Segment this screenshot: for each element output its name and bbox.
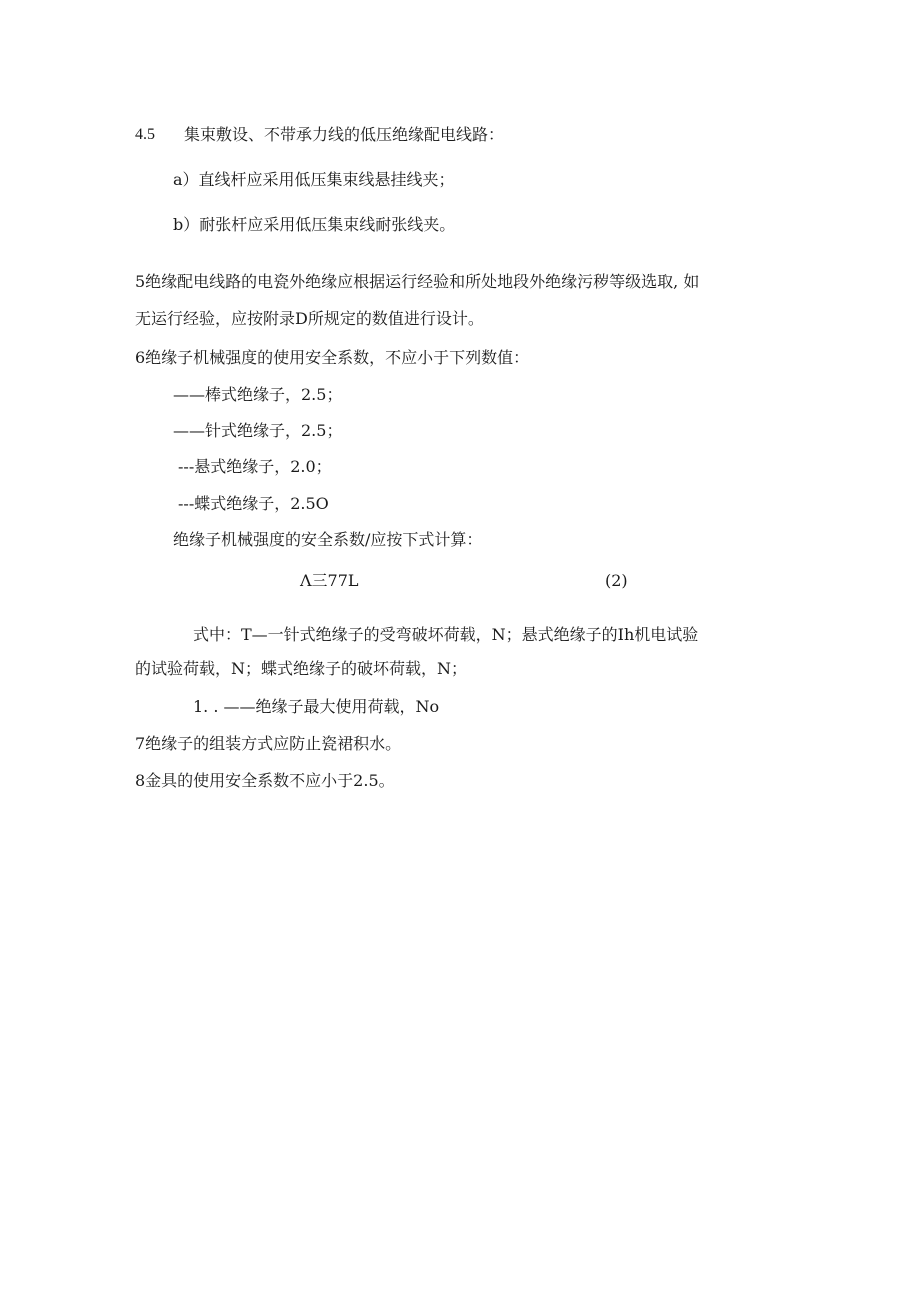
- section-4-5-heading: 集束敷设、不带承力线的低压绝缘配电线路：: [184, 125, 505, 144]
- section-8-text: 8金具的使用安全系数不应小于2.5。: [135, 771, 395, 790]
- insulator-item-butterfly: ---蝶式绝缘子，2.5O: [178, 494, 329, 513]
- section-5-line-1: 5绝缘配电线路的电瓷外绝缘应根据运行经验和所处地段外绝缘污秽等级选取, 如: [135, 272, 700, 291]
- section-4-5-number: 4.5: [135, 126, 155, 143]
- formula-where-line-2: 的试验荷载，N；蝶式绝缘子的破坏荷载，N；: [135, 659, 468, 678]
- insulator-item-rod: ——棒式绝缘子，2.5；: [173, 385, 343, 404]
- section-6-heading: 6绝缘子机械强度的使用安全系数，不应小于下列数值：: [135, 348, 530, 367]
- formula-where-line-3: 1. . ——绝缘子最大使用荷载，No: [193, 697, 440, 716]
- insulator-item-pin: ——针式绝缘子，2.5；: [173, 421, 343, 440]
- insulator-item-suspension: ---悬式绝缘子，2.0；: [178, 457, 332, 476]
- equation-number: (2): [605, 571, 628, 590]
- formula: Λ三77L: [300, 571, 359, 590]
- list-item-a: a）直线杆应采用低压集束线悬挂线夹；: [173, 170, 455, 189]
- section-7-text: 7绝缘子的组装方式应防止瓷裙积水。: [135, 734, 402, 753]
- list-item-b: b）耐张杆应采用低压集束线耐张线夹。: [173, 215, 456, 234]
- formula-where-line-1: 式中：T—一针式绝缘子的受弯破坏荷载，N；悬式绝缘子的Ih机电试验: [193, 625, 699, 644]
- section-5-line-2: 无运行经验，应按附录D所规定的数值进行设计。: [135, 309, 484, 328]
- calculation-intro: 绝缘子机械强度的安全系数/应按下式计算：: [173, 530, 483, 549]
